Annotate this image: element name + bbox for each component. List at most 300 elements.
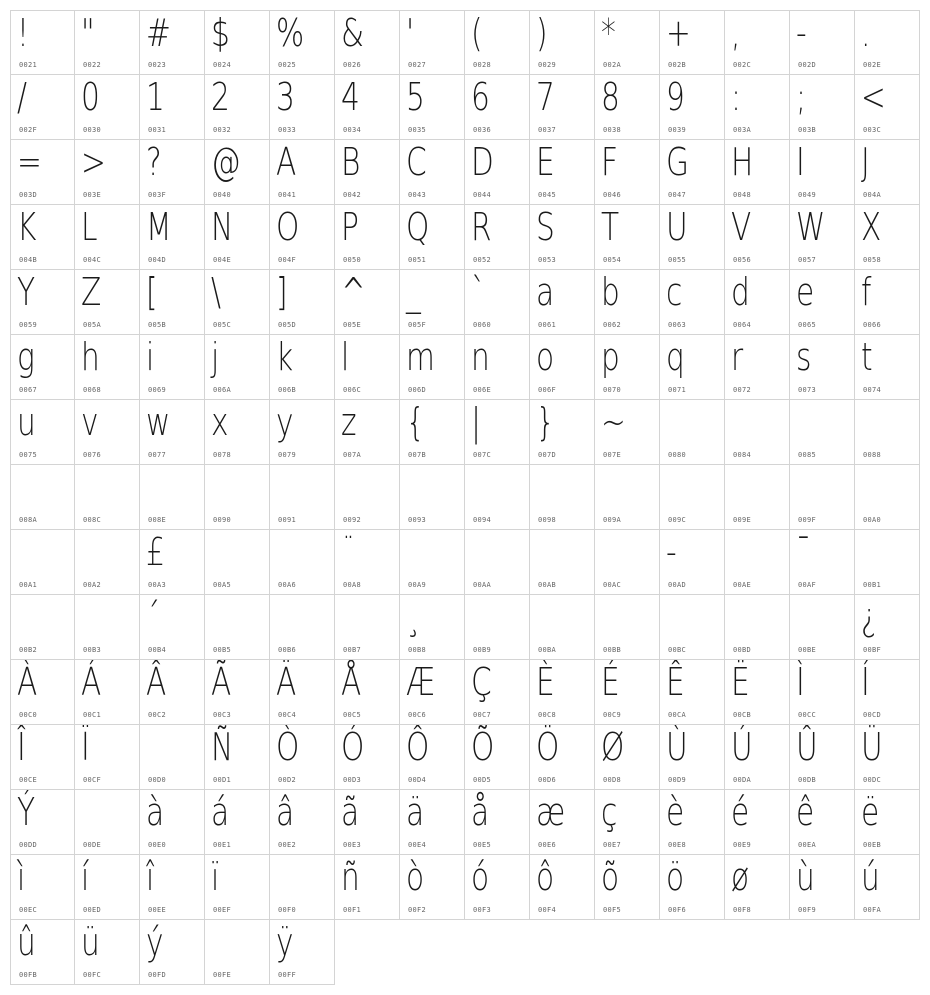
glyph-cell	[725, 140, 790, 205]
glyph-sample: ¯	[796, 530, 811, 574]
glyph-code-label: 00DE	[83, 841, 102, 849]
glyph-cell	[595, 75, 660, 140]
glyph-cell	[400, 335, 465, 400]
glyph-cell	[400, 530, 465, 595]
glyph-cell	[595, 595, 660, 660]
glyph-sample: M	[146, 205, 172, 249]
glyph-sample: Î	[17, 725, 26, 769]
glyph-cell	[270, 75, 335, 140]
glyph-code-label: 00CA	[668, 711, 687, 719]
glyph-code-label: 00E6	[538, 841, 557, 849]
glyph-code-label: 0055	[668, 256, 687, 264]
glyph-code-label: 003E	[83, 191, 102, 199]
glyph-sample: b	[601, 270, 620, 314]
glyph-sample: t	[861, 335, 873, 379]
glyph-code-label: 004A	[863, 191, 882, 199]
glyph-code-label: 0070	[603, 386, 622, 394]
glyph-code-label: 0045	[538, 191, 557, 199]
glyph-code-label: 0030	[83, 126, 102, 134]
glyph-sample: ?	[146, 140, 162, 184]
glyph-sample: 2	[211, 75, 230, 119]
glyph-sample: ø	[731, 855, 750, 899]
glyph-code-label: 00C8	[538, 711, 557, 719]
glyph-code-label: 006E	[473, 386, 492, 394]
glyph-sample: '	[406, 11, 415, 55]
glyph-cell	[725, 725, 790, 790]
glyph-code-label: 0075	[19, 451, 38, 459]
glyph-cell	[270, 205, 335, 270]
glyph-cell	[270, 660, 335, 725]
glyph-cell	[205, 10, 270, 75]
glyph-cell	[205, 725, 270, 790]
glyph-sample: Ý	[17, 790, 36, 834]
glyph-code-label: 006C	[343, 386, 362, 394]
glyph-sample: x	[211, 400, 229, 444]
glyph-sample: 1	[146, 75, 165, 119]
glyph-code-label: 00F8	[733, 906, 752, 914]
glyph-cell	[335, 595, 400, 660]
glyph-cell	[660, 725, 725, 790]
glyph-cell	[595, 140, 660, 205]
glyph-code-label: 00B1	[863, 581, 882, 589]
glyph-cell	[465, 335, 530, 400]
glyph-cell	[530, 465, 595, 530]
glyph-cell	[270, 725, 335, 790]
glyph-cell	[595, 660, 660, 725]
glyph-sample: 7	[536, 75, 555, 119]
glyph-cell	[465, 75, 530, 140]
glyph-cell	[400, 725, 465, 790]
glyph-sample: B	[341, 140, 361, 184]
glyph-code-label: 0068	[83, 386, 102, 394]
glyph-code-label: 00D0	[148, 776, 167, 784]
glyph-code-label: 004B	[19, 256, 38, 264]
glyph-cell	[595, 790, 660, 855]
glyph-sample: Ú	[731, 725, 753, 769]
glyph-code-label: 00B4	[148, 646, 167, 654]
glyph-sample: R	[471, 205, 492, 249]
glyph-cell	[335, 335, 400, 400]
glyph-code-label: 0061	[538, 321, 557, 329]
glyph-code-label: 00E8	[668, 841, 687, 849]
glyph-sample: ñ	[341, 855, 360, 899]
glyph-code-label: 00CC	[798, 711, 817, 719]
glyph-code-label: 0065	[798, 321, 817, 329]
glyph-code-label: 0078	[213, 451, 232, 459]
glyph-sample: .	[861, 11, 871, 55]
glyph-cell	[725, 270, 790, 335]
glyph-cell	[75, 660, 140, 725]
glyph-cell	[725, 465, 790, 530]
glyph-sample: :	[731, 75, 741, 119]
glyph-sample: $	[211, 11, 230, 55]
glyph-cell	[140, 920, 205, 985]
glyph-code-label: 00FC	[83, 971, 102, 979]
glyph-cell	[270, 920, 335, 985]
glyph-cell	[75, 790, 140, 855]
glyph-sample: ¨	[341, 530, 356, 574]
glyph-code-label: 0073	[798, 386, 817, 394]
glyph-code-label: 007B	[408, 451, 427, 459]
glyph-cell	[10, 660, 75, 725]
glyph-code-label: 0037	[538, 126, 557, 134]
glyph-code-label: 00D6	[538, 776, 557, 784]
glyph-cell	[790, 270, 855, 335]
glyph-code-label: 0088	[863, 451, 882, 459]
glyph-cell	[400, 400, 465, 465]
glyph-sample: à	[146, 790, 165, 834]
glyph-cell	[790, 140, 855, 205]
glyph-sample: Ø	[601, 725, 625, 769]
glyph-sample: "	[81, 11, 95, 55]
glyph-cell	[205, 270, 270, 335]
glyph-code-label: 003F	[148, 191, 167, 199]
glyph-cell	[660, 335, 725, 400]
glyph-code-label: 0041	[278, 191, 297, 199]
glyph-code-label: 0039	[668, 126, 687, 134]
glyph-code-label: 00B8	[408, 646, 427, 654]
glyph-code-label: 0049	[798, 191, 817, 199]
glyph-code-label: 00BF	[863, 646, 882, 654]
glyph-sample: Ó	[341, 725, 365, 769]
glyph-code-label: 0043	[408, 191, 427, 199]
glyph-sample: v	[81, 400, 99, 444]
glyph-code-label: 00D2	[278, 776, 297, 784]
glyph-cell	[790, 205, 855, 270]
glyph-code-label: 0029	[538, 61, 557, 69]
glyph-cell	[530, 530, 595, 595]
glyph-sample: N	[211, 205, 234, 249]
glyph-cell	[790, 465, 855, 530]
glyph-sample: p	[601, 335, 620, 379]
glyph-code-label: 0085	[798, 451, 817, 459]
glyph-cell	[790, 725, 855, 790]
glyph-cell	[400, 140, 465, 205]
glyph-sample: K	[17, 205, 37, 249]
glyph-code-label: 00DC	[863, 776, 882, 784]
glyph-cell	[790, 660, 855, 725]
glyph-cell	[10, 725, 75, 790]
glyph-cell	[270, 400, 335, 465]
glyph-sample: ]	[276, 270, 288, 314]
glyph-cell	[75, 920, 140, 985]
glyph-sample: g	[17, 335, 35, 379]
glyph-code-label: 00E9	[733, 841, 752, 849]
glyph-sample: ê	[796, 790, 815, 834]
glyph-code-label: 00B6	[278, 646, 297, 654]
glyph-cell	[205, 335, 270, 400]
glyph-sample: Ê	[666, 660, 685, 704]
glyph-cell	[400, 270, 465, 335]
glyph-sample: í	[81, 855, 90, 899]
glyph-code-label: 0035	[408, 126, 427, 134]
glyph-cell	[335, 140, 400, 205]
glyph-code-label: 00BB	[603, 646, 622, 654]
glyph-code-label: 009E	[733, 516, 752, 524]
glyph-code-label: 00D4	[408, 776, 427, 784]
glyph-code-label: 00C6	[408, 711, 427, 719]
glyph-sample: l	[341, 335, 350, 379]
glyph-cell	[465, 465, 530, 530]
glyph-sample: r	[731, 335, 744, 379]
glyph-cell	[400, 855, 465, 920]
glyph-cell	[790, 75, 855, 140]
glyph-sample: L	[81, 205, 98, 249]
glyph-code-label: 0036	[473, 126, 492, 134]
glyph-code-label: 00A0	[863, 516, 882, 524]
glyph-sample: }	[536, 400, 555, 444]
glyph-code-label: 0050	[343, 256, 362, 264]
glyph-cell	[75, 725, 140, 790]
glyph-sample: Â	[146, 660, 167, 704]
glyph-cell	[10, 10, 75, 75]
glyph-cell	[465, 10, 530, 75]
glyph-cell	[270, 790, 335, 855]
glyph-sample: Ö	[536, 725, 560, 769]
glyph-code-label: 0047	[668, 191, 687, 199]
glyph-cell	[75, 10, 140, 75]
glyph-code-label: 00C4	[278, 711, 297, 719]
glyph-sample: Ü	[861, 725, 883, 769]
glyph-code-label: 00C0	[19, 711, 38, 719]
glyph-sample: (	[471, 11, 483, 55]
glyph-code-label: 00F2	[408, 906, 427, 914]
glyph-code-label: 0092	[343, 516, 362, 524]
glyph-sample: Õ	[471, 725, 495, 769]
glyph-sample: X	[861, 205, 882, 249]
glyph-sample: a	[536, 270, 555, 314]
glyph-code-label: 00EB	[863, 841, 882, 849]
glyph-sample: o	[536, 335, 555, 379]
glyph-sample: Ï	[81, 725, 90, 769]
glyph-code-label: 00D9	[668, 776, 687, 784]
glyph-code-label: 00FF	[278, 971, 297, 979]
glyph-code-label: 004E	[213, 256, 232, 264]
glyph-cell	[660, 530, 725, 595]
glyph-sample: æ	[536, 790, 566, 834]
glyph-cell	[140, 400, 205, 465]
glyph-cell	[660, 660, 725, 725]
glyph-sample: W	[796, 205, 826, 249]
glyph-sample: 4	[341, 75, 360, 119]
glyph-cell	[725, 855, 790, 920]
glyph-cell	[335, 855, 400, 920]
glyph-cell	[270, 855, 335, 920]
glyph-sample: ç	[601, 790, 618, 834]
glyph-cell	[140, 10, 205, 75]
glyph-cell	[790, 790, 855, 855]
glyph-code-label: 009A	[603, 516, 622, 524]
glyph-sample: ú	[861, 855, 880, 899]
glyph-code-label: 0048	[733, 191, 752, 199]
glyph-code-label: 00AF	[798, 581, 817, 589]
glyph-code-label: 005F	[408, 321, 427, 329]
glyph-cell	[75, 75, 140, 140]
glyph-sample: A	[276, 140, 297, 184]
glyph-code-label: 0038	[603, 126, 622, 134]
glyph-cell	[75, 855, 140, 920]
glyph-cell	[205, 595, 270, 660]
glyph-code-label: 002F	[19, 126, 38, 134]
glyph-code-label: 0063	[668, 321, 687, 329]
glyph-cell	[725, 75, 790, 140]
glyph-cell	[140, 140, 205, 205]
glyph-sample: m	[406, 335, 435, 379]
glyph-cell	[335, 270, 400, 335]
glyph-sample: ù	[796, 855, 815, 899]
glyph-sample: #	[146, 11, 171, 55]
glyph-code-label: 0057	[798, 256, 817, 264]
glyph-cell	[660, 270, 725, 335]
glyph-sample: È	[536, 660, 555, 704]
glyph-code-label: 0064	[733, 321, 752, 329]
glyph-cell	[335, 465, 400, 530]
glyph-sample: Ô	[406, 725, 430, 769]
glyph-code-label: 00C7	[473, 711, 492, 719]
glyph-code-label: 00D3	[343, 776, 362, 784]
glyph-sample: F	[601, 140, 619, 184]
glyph-cell	[140, 530, 205, 595]
glyph-code-label: 0094	[473, 516, 492, 524]
glyph-cell	[270, 465, 335, 530]
glyph-cell	[595, 855, 660, 920]
glyph-cell	[660, 855, 725, 920]
glyph-sample: ý	[146, 920, 164, 964]
glyph-sample: [	[146, 270, 158, 314]
glyph-sample: I	[796, 140, 805, 184]
glyph-cell	[530, 790, 595, 855]
glyph-sample: D	[471, 140, 494, 184]
glyph-cell	[530, 400, 595, 465]
glyph-cell	[10, 790, 75, 855]
glyph-cell	[75, 595, 140, 660]
glyph-code-label: 00D1	[213, 776, 232, 784]
glyph-cell	[75, 140, 140, 205]
glyph-cell	[530, 205, 595, 270]
glyph-sample: T	[601, 205, 620, 249]
glyph-sample: â	[276, 790, 295, 834]
glyph-code-label: 003D	[19, 191, 38, 199]
glyph-code-label: 007E	[603, 451, 622, 459]
glyph-code-label: 005A	[83, 321, 102, 329]
glyph-cell	[855, 205, 920, 270]
glyph-sample: !	[17, 11, 29, 55]
glyph-code-label: 00F0	[278, 906, 297, 914]
glyph-cell	[595, 465, 660, 530]
glyph-cell	[205, 790, 270, 855]
glyph-sample: &	[341, 11, 365, 55]
glyph-sample: s	[796, 335, 812, 379]
glyph-code-label: 0054	[603, 256, 622, 264]
glyph-cell	[335, 205, 400, 270]
glyph-code-label: 00A5	[213, 581, 232, 589]
glyph-code-label: 0090	[213, 516, 232, 524]
glyph-sample: O	[276, 205, 300, 249]
glyph-cell	[595, 400, 660, 465]
glyph-sample: @	[211, 140, 241, 184]
glyph-code-label: 008E	[148, 516, 167, 524]
glyph-cell	[855, 10, 920, 75]
glyph-code-label: 006A	[213, 386, 232, 394]
glyph-code-label: 00FD	[148, 971, 167, 979]
glyph-cell	[140, 725, 205, 790]
glyph-code-label: 0077	[148, 451, 167, 459]
glyph-code-label: 00C5	[343, 711, 362, 719]
glyph-cell	[270, 10, 335, 75]
glyph-cell	[660, 400, 725, 465]
glyph-code-label: 008A	[19, 516, 38, 524]
glyph-cell	[10, 205, 75, 270]
glyph-chart-grid	[10, 10, 920, 985]
glyph-cell	[140, 790, 205, 855]
glyph-sample: 0	[81, 75, 100, 119]
glyph-code-label: 0067	[19, 386, 38, 394]
glyph-cell	[270, 270, 335, 335]
glyph-code-label: 00D5	[473, 776, 492, 784]
glyph-code-label: 00EE	[148, 906, 167, 914]
glyph-code-label: 002B	[668, 61, 687, 69]
glyph-sample: Ë	[731, 660, 750, 704]
glyph-sample: u	[17, 400, 36, 444]
glyph-sample: è	[666, 790, 685, 834]
glyph-sample: ^	[341, 270, 366, 314]
glyph-code-label: 00FE	[213, 971, 232, 979]
glyph-sample: <	[861, 75, 886, 119]
glyph-cell	[855, 335, 920, 400]
glyph-cell	[140, 335, 205, 400]
glyph-code-label: 003A	[733, 126, 752, 134]
glyph-cell	[75, 270, 140, 335]
glyph-code-label: 0098	[538, 516, 557, 524]
glyph-code-label: 00B2	[19, 646, 38, 654]
glyph-sample: e	[796, 270, 815, 314]
glyph-code-label: 00ED	[83, 906, 102, 914]
glyph-sample: å	[471, 790, 490, 834]
glyph-code-label: 00C1	[83, 711, 102, 719]
glyph-cell	[10, 75, 75, 140]
glyph-code-label: 0091	[278, 516, 297, 524]
glyph-cell	[855, 595, 920, 660]
glyph-code-label: 00E0	[148, 841, 167, 849]
glyph-cell	[660, 10, 725, 75]
glyph-cell	[530, 270, 595, 335]
glyph-code-label: 00A2	[83, 581, 102, 589]
glyph-cell	[855, 855, 920, 920]
glyph-code-label: 0040	[213, 191, 232, 199]
glyph-sample: \	[211, 270, 221, 314]
glyph-code-label: 007C	[473, 451, 492, 459]
glyph-code-label: 00E7	[603, 841, 622, 849]
glyph-cell	[75, 400, 140, 465]
glyph-cell	[595, 270, 660, 335]
glyph-code-label: 007A	[343, 451, 362, 459]
glyph-code-label: 00CF	[83, 776, 102, 784]
glyph-code-label: 005E	[343, 321, 362, 329]
glyph-code-label: 00CB	[733, 711, 752, 719]
glyph-code-label: 00C2	[148, 711, 167, 719]
glyph-cell	[530, 725, 595, 790]
glyph-code-label: 0046	[603, 191, 622, 199]
glyph-code-label: 00E5	[473, 841, 492, 849]
glyph-cell	[400, 205, 465, 270]
glyph-cell	[530, 75, 595, 140]
glyph-code-label: 0024	[213, 61, 232, 69]
glyph-cell	[465, 400, 530, 465]
glyph-cell	[855, 465, 920, 530]
glyph-sample: ï	[211, 855, 220, 899]
glyph-code-label: 0093	[408, 516, 427, 524]
glyph-cell	[595, 205, 660, 270]
